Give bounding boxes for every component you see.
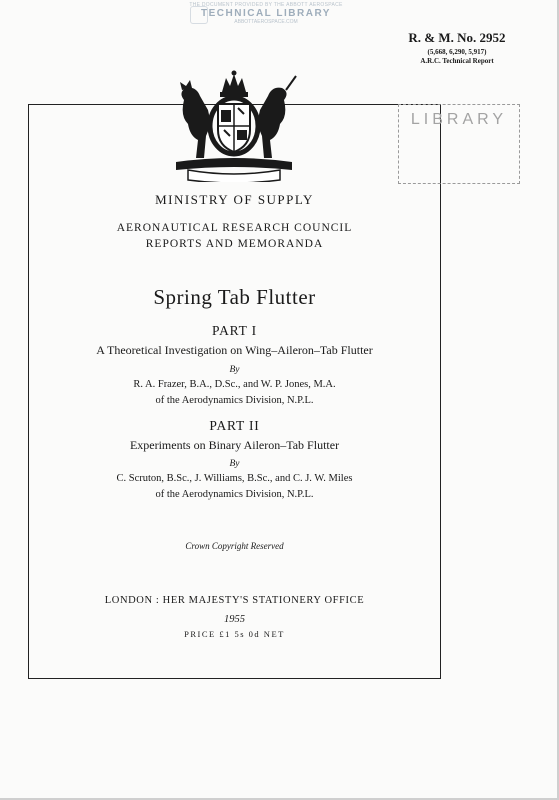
title-frame [28,104,441,679]
publisher-line: LONDON : HER MAJESTY'S STATIONERY OFFICE [104,595,365,606]
price-line: PRICE £1 5s 0d NET [184,629,285,639]
series-heading: REPORTS AND MEMORANDA [145,238,324,250]
report-number: R. & M. No. 2952 [408,30,506,45]
part2-affiliation: of the Aerodynamics Division, N.P.L. [155,489,314,500]
watermark-bottom: ABBOTTAEROSPACE.COM [234,19,298,25]
document-title: Spring Tab Flutter [153,285,316,309]
stamp-line-3: LIBRARY [410,111,508,128]
report-refs: (5,668, 6,290, 5,917) [427,48,487,56]
arc-technical-report: A.R.C. Technical Report [420,57,494,65]
part2-subtitle: Experiments on Binary Aileron–Tab Flutter [129,438,340,452]
publication-year: 1955 [224,614,245,625]
part1-label: PART I [212,323,257,338]
part1-by: By [229,365,240,375]
part1-subtitle: A Theoretical Investigation on Wing–Aileron–Tab Flutter [96,343,373,357]
copyright-notice: Crown Copyright Reserved [185,541,284,551]
council-heading: AERONAUTICAL RESEARCH COUNCIL [116,222,353,234]
part2-label: PART II [209,418,260,433]
part2-authors: C. Scruton, B.Sc., J. Williams, B.Sc., and C. J. W. Miles [116,473,353,484]
part2-by: By [229,459,240,469]
watermark-main: TECHNICAL LIBRARY [201,8,331,19]
watermark [186,2,346,32]
royal-coat-of-arms-icon [168,70,300,182]
report-number-block [382,30,532,65]
watermark-top: THE DOCUMENT PROVIDED BY THE ABBOTT AEROSPACE [189,2,343,8]
part1-authors: R. A. Frazer, B.A., D.Sc., and W. P. Jones, M.A. [133,379,336,390]
part1-affiliation: of the Aerodynamics Division, N.P.L. [155,395,314,406]
library-stamp [398,104,520,184]
ministry-heading: MINISTRY OF SUPPLY [155,192,314,207]
